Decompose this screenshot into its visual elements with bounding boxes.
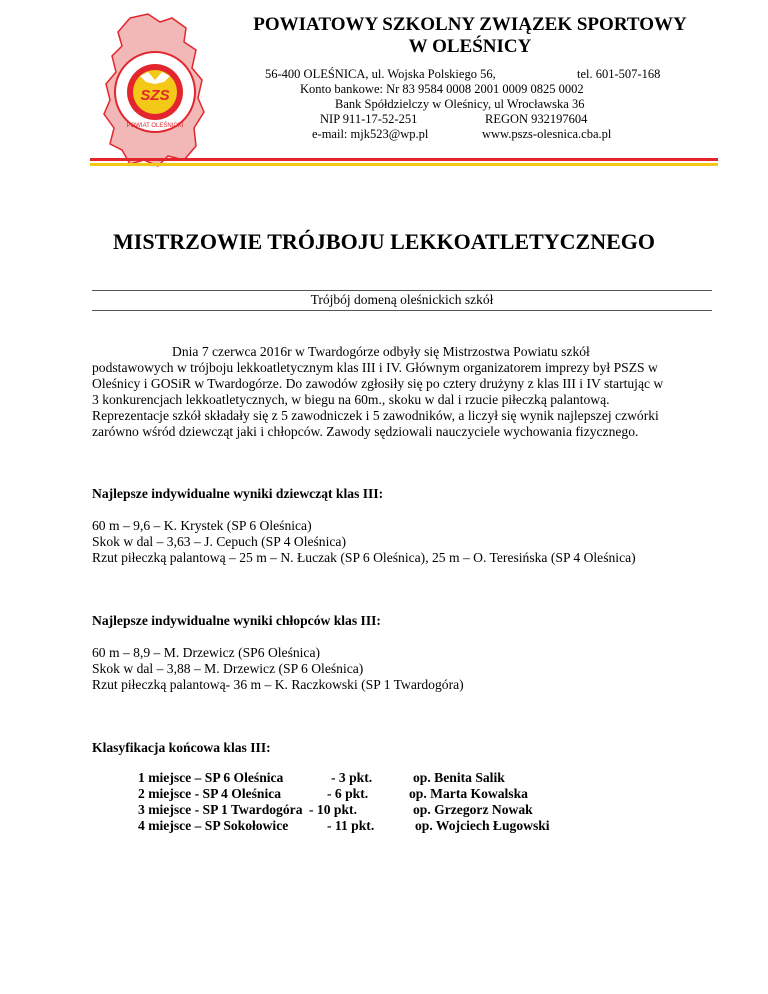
header-address-row	[265, 67, 685, 82]
points: - 10 pkt.	[309, 802, 357, 817]
bank-account: Konto bankowe: Nr 83 9584 0008 2001 0009 0825 0002	[300, 82, 584, 96]
bank-name: Bank Spółdzielczy w Oleśnicy, ul Wrocławska 36	[335, 97, 585, 111]
phone: tel. 601-507-168	[577, 67, 661, 81]
logo-ring-text: POWIAT OLEŚNICKI	[126, 123, 184, 129]
coach: op. Wojciech Ługowski	[415, 818, 550, 833]
place: 1 miejsce – SP 6 Oleśnica	[138, 770, 284, 785]
intro-paragraph: Dnia 7 czerwca 2016r w Twardogórze odbyły się Mistrzostwa Powiatu szkół podstawowych w trójboju lekkoatletycznym klas III i IV. Głównym organizatorem imprezy był PSZS w Oleśnicy i GOSiR w Twardogórze. Do zawodów zgłosiły się po cztery drużyny z klas III i IV startując w 3 konkurencjach lekkoatletycznych, w biegu na 60m., skoku w dal i rzucie piłeczką palantową. Reprezentacje szkół składały się z 5 zawodniczek i 5 zawodników, a liczył się wynik najlepszej czwórki zarówno wśród dziewcząt jaki i chłopców. Zawody sędziowali nauczyciele wychowania fizycznego.	[92, 344, 664, 439]
org-name-line2: W OLEŚNICY	[408, 36, 532, 57]
coach: op. Benita Salik	[413, 770, 505, 785]
boys-result: Skok w dal – 3,88 – M. Drzewicz (SP 6 Oleśnica)	[92, 661, 364, 676]
nip-regon-row	[320, 112, 740, 127]
boys-heading: Najlepsze indywidualne wyniki chłopców klas III:	[92, 613, 381, 628]
contact-row	[312, 127, 732, 142]
document-subtitle: Trójbój domeną oleśnickich szkół	[310, 292, 494, 307]
place: 3 miejsce - SP 1 Twardogóra	[138, 802, 303, 817]
logo-text: SZS	[140, 87, 170, 104]
girls-result: 60 m – 9,6 – K. Krystek (SP 6 Oleśnica)	[92, 518, 312, 533]
regon: REGON 932197604	[485, 112, 588, 126]
boys-result: Rzut piłeczką palantową- 36 m – K. Raczkowski (SP 1 Twardogóra)	[92, 677, 464, 692]
place: 4 miejsce – SP Sokołowice	[138, 818, 289, 833]
place: 2 miejsce - SP 4 Oleśnica	[138, 786, 282, 801]
header-red-stripe	[90, 158, 718, 161]
divider-top	[92, 290, 712, 291]
divider-bottom	[92, 310, 712, 311]
coach: op. Marta Kowalska	[409, 786, 528, 801]
website-link[interactable]: www.pszs-olesnica.cba.pl	[482, 127, 612, 141]
points: - 11 pkt.	[327, 818, 375, 833]
header-yellow-stripe	[90, 163, 718, 166]
address: 56-400 OLEŚNICA, ul. Wojska Polskiego 56,	[265, 67, 496, 81]
boys-result: 60 m – 8,9 – M. Drzewicz (SP6 Oleśnica)	[92, 645, 321, 660]
girls-result: Rzut piłeczką palantową – 25 m – N. Łuczak (SP 6 Oleśnica), 25 m – O. Teresińska (SP 4 Oleśnica)	[92, 550, 636, 565]
coach: op. Grzegorz Nowak	[413, 802, 533, 817]
document-title: MISTRZOWIE TRÓJBOJU LEKKOATLETYCZNEGO	[113, 229, 655, 254]
points: - 6 pkt.	[327, 786, 369, 801]
girls-heading: Najlepsze indywidualne wyniki dziewcząt klas III:	[92, 486, 384, 501]
girls-result: Skok w dal – 3,63 – J. Cepuch (SP 4 Oleśnica)	[92, 534, 346, 549]
org-name-line1: POWIATOWY SZKOLNY ZWIĄZEK SPORTOWY	[253, 14, 687, 35]
points: - 3 pkt.	[331, 770, 373, 785]
classification-heading: Klasyfikacja końcowa klas III:	[92, 740, 271, 755]
nip: NIP 911-17-52-251	[320, 112, 418, 126]
email: e-mail: mjk523@wp.pl	[312, 127, 429, 141]
